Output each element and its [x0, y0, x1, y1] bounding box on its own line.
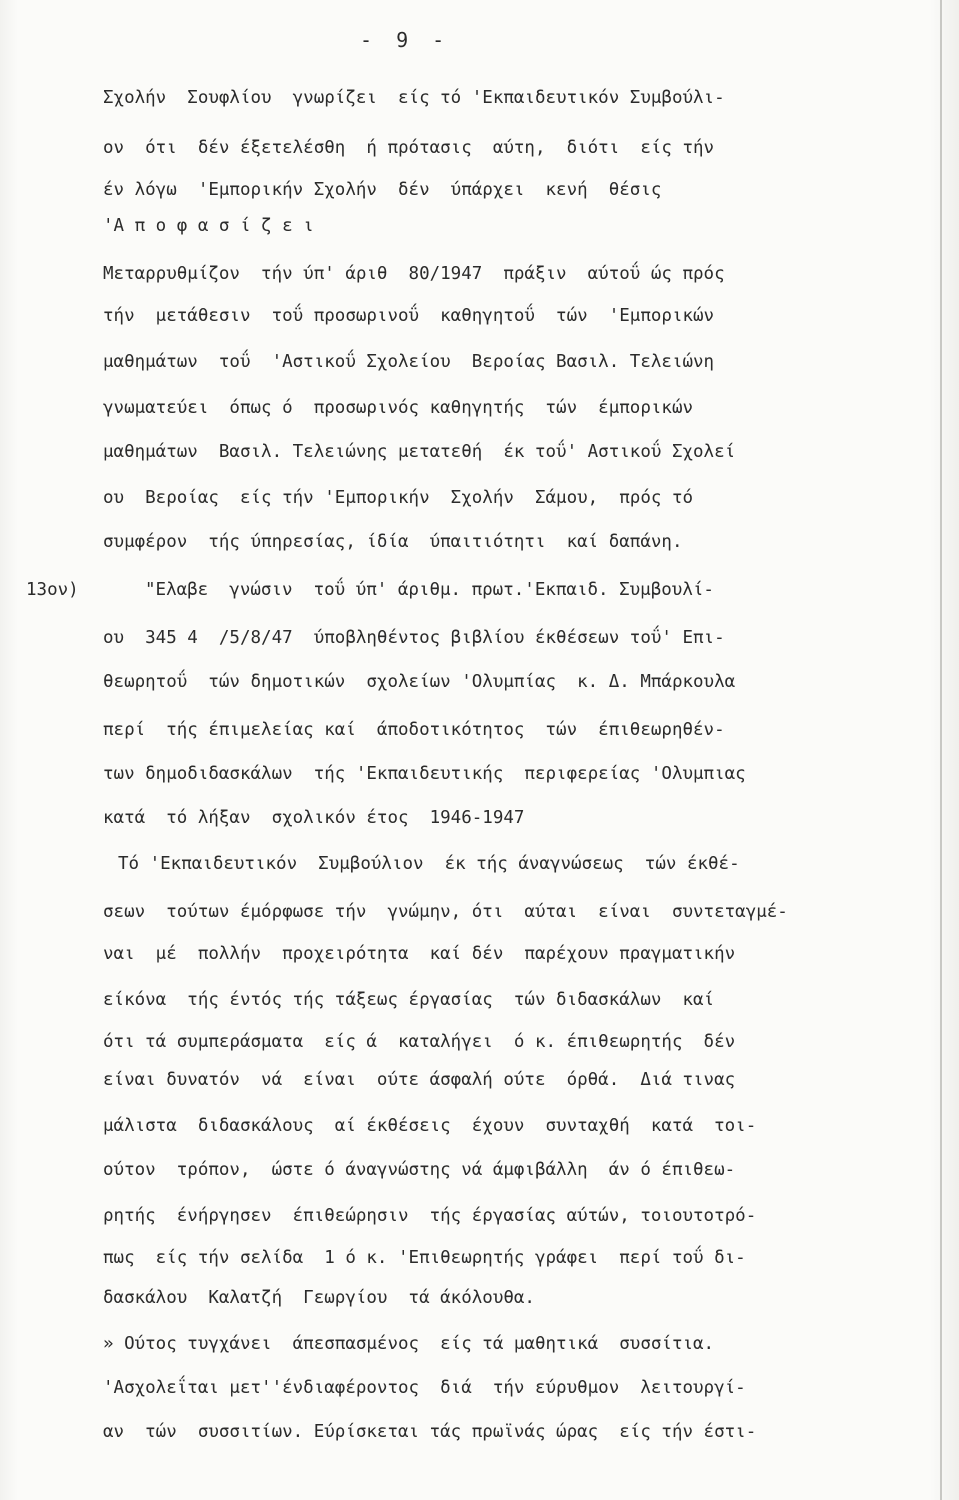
- text-line: τήν μετάθεσιν τοΰ προσωρινοΰ καθηγητοΰ τών 'Εμπορικών: [103, 306, 715, 326]
- text-line: συμφέρον τής ύπηρεσίας, ίδία ύπαιτιότητι καί δαπάνη.: [103, 532, 683, 552]
- text-line: Σχολήν Σουφλίου γνωρίζει είς τό 'Εκπαιδευτικόν Συμβούλι-: [103, 88, 725, 108]
- text-line: πως είς τήν σελίδα 1 ό κ. 'Επιθεωρητής γράφει περί τοΰ δι-: [103, 1248, 746, 1268]
- text-line: είκόνα τής έντός τής τάξεως έργασίας τών διδασκάλων καί: [103, 990, 715, 1010]
- text-line: δασκάλου Καλατζή Γεωργίου τά άκόλουθα.: [103, 1288, 535, 1308]
- text-line: κατά τό λήξαν σχολικόν έτος 1946-1947: [103, 808, 525, 828]
- text-line: ρητής ένήργησεν έπιθεώρησιν τής έργασίας αύτών, τοιουτοτρό-: [103, 1206, 757, 1226]
- text-line: Τό 'Εκπαιδευτικόν Συμβούλιον έκ τής άναγνώσεως τών έκθέ-: [118, 854, 740, 874]
- text-line: των δημοδιδασκάλων τής 'Εκπαιδευτικής περιφερείας 'Ολυμπιας: [103, 764, 746, 784]
- page-edge-line: [940, 0, 942, 1500]
- text-line: » Ούτος τυγχάνει άπεσπασμένος είς τά μαθητικά συσσίτια.: [103, 1334, 715, 1354]
- text-line: ου Βεροίας είς τήν 'Εμπορικήν Σχολήν Σάμου, πρός τό: [103, 488, 694, 508]
- text-line: θεωρητοΰ τών δημοτικών σχολείων 'Ολυμπίας κ. Δ. Μπάρκουλα: [103, 672, 736, 692]
- text-line: περί τής έπιμελείας καί άποδοτικότητος τών έπιθεωρηθέν-: [103, 720, 725, 740]
- text-line: "Ελαβε γνώσιν τοΰ ύπ' άριθμ. πρωτ.'Εκπαιδ. Συμβουλί-: [145, 580, 714, 600]
- text-line: αν τών συσσιτίων. Εύρίσκεται τάς πρωϊνάς ώρας είς τήν έστι-: [103, 1422, 757, 1442]
- text-line: μαθημάτων Βασιλ. Τελειώνης μετατεθή έκ τοΰ' Αστικοΰ Σχολεί: [103, 442, 736, 462]
- text-line: ον ότι δέν έξετελέσθη ή πρότασις αύτη, διότι είς τήν: [103, 138, 715, 158]
- text-line: μαθημάτων τοΰ 'Αστικοΰ Σχολείου Βεροίας Βασιλ. Τελειώνη: [103, 352, 715, 372]
- text-line: σεων τούτων έμόρφωσε τήν γνώμην, ότι αύται είναι συντεταγμέ-: [103, 902, 788, 922]
- text-line: ναι μέ πολλήν προχειρότητα καί δέν παρέχουν πραγματικήν: [103, 944, 736, 964]
- text-line: ου 345 4 /5/8/47 ύποβληθέντος βιβλίου έκθέσεων τοΰ' Επι-: [103, 628, 725, 648]
- text-line: ότι τά συμπεράσματα είς ά καταλήγει ό κ. έπιθεωρητής δέν: [103, 1032, 736, 1052]
- text-line: έν λόγω 'Εμπορικήν Σχολήν δέν ύπάρχει κενή θέσις: [103, 180, 662, 200]
- page-number: - 9 -: [360, 28, 451, 52]
- section-marker: 13ον): [26, 580, 79, 600]
- text-line: 'Α π ο φ α σ ί ζ ε ι: [103, 216, 314, 236]
- text-line: Μεταρρυθμίζον τήν ύπ' άριθ 80/1947 πράξιν αύτοΰ ώς πρός: [103, 264, 725, 284]
- text-line: μάλιστα διδασκάλους αί έκθέσεις έχουν συνταχθή κατά τοι-: [103, 1116, 757, 1136]
- text-line: ούτον τρόπον, ώστε ό άναγνώστης νά άμφιβάλλη άν ό έπιθεω-: [103, 1160, 736, 1180]
- text-line: 'Ασχολεΐται μετ''ένδιαφέροντος διά τήν εύρυθμον λειτουργί-: [103, 1378, 746, 1398]
- text-line: είναι δυνατόν νά είναι ούτε άσφαλή ούτε όρθά. Διά τινας: [103, 1070, 736, 1090]
- text-line: γνωματεύει όπως ό προσωρινός καθηγητής τών έμπορικών: [103, 398, 694, 418]
